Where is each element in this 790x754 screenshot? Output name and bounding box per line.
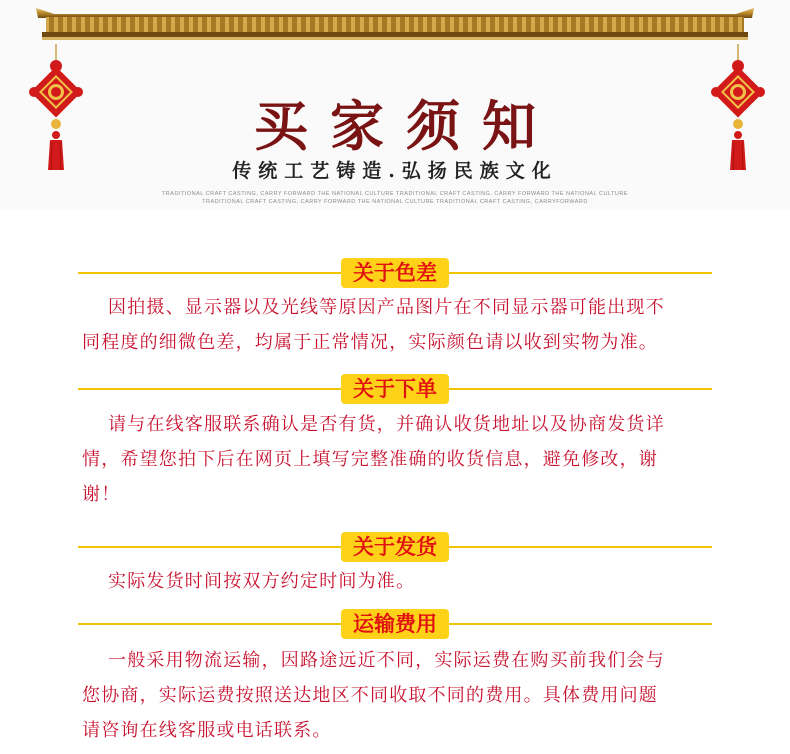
section-heading-freight [78,609,712,639]
roof-eave-decoration [36,4,754,44]
paragraph-line: 一般采用物流运输，因路途远近不同，实际运费在购买前我们会与 [108,650,665,671]
page-subtitle: 传统工艺铸造.弘扬民族文化 [232,160,558,182]
paragraph-line: 谢！ [82,484,121,505]
section-heading-color-difference [78,258,712,288]
section-badge: 关于色差 [341,258,449,288]
paragraph-line: 您协商，实际运费按照送达地区不同收取不同的费用。具体费用问题 [82,685,658,706]
section-heading-shipping [78,532,712,562]
header-banner [0,0,790,210]
paragraph-line: 同程度的细微色差，均属于正常情况，实际颜色请以收到实物为准。 [82,332,658,353]
section-body-color-difference [82,290,714,360]
section-badge: 关于下单 [341,374,449,404]
section-badge: 运输费用 [341,609,449,639]
paragraph-line: 因拍摄、显示器以及光线等原因产品图片在不同显示器可能出现不 [108,297,665,318]
paragraph-line: 请与在线客服联系确认是否有货，并确认收货地址以及协商发货详 [108,414,665,435]
paragraph-line: 实际发货时间按双方约定时间为准。 [108,571,416,592]
section-body-freight [82,643,714,748]
section-heading-ordering [78,374,712,404]
section-body-ordering [82,407,714,512]
page-title: 买家须知 [254,94,558,158]
section-badge: 关于发货 [341,532,449,562]
paragraph-line: 请咨询在线客服或电话联系。 [82,720,332,741]
section-body-shipping [82,564,714,599]
paragraph-line: 情，希望您拍下后在网页上填写完整准确的收货信息，避免修改，谢 [82,449,658,470]
tagline-line-1: TRADITIONAL CRAFT CASTING, CARRY FORWARD THE NATIONAL CULTURE TRADITIONAL CRAFT CASTING, CARRY FORWARD THE NATIONAL CULTURE [161,191,629,197]
tagline-line-2: TRADITIONAL CRAFT CASTING, CARRY FORWARD THE NATIONAL CULTURE TRADITIONAL CRAFT CASTING, CARRYFORWARD [202,199,588,205]
